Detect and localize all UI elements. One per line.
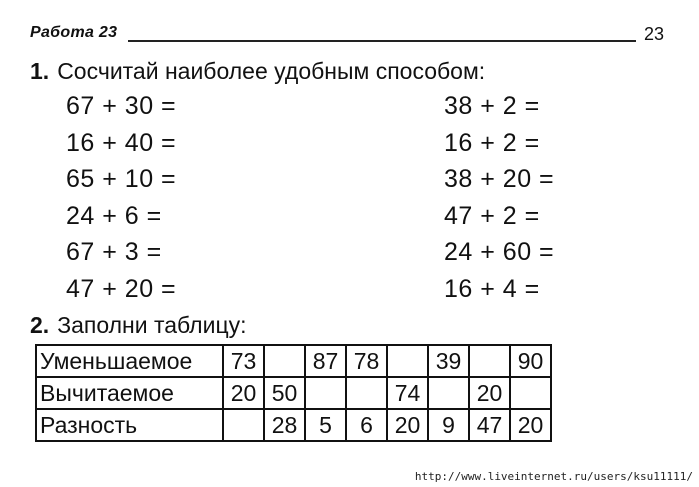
- row-label: Разность: [36, 409, 223, 441]
- task-1-heading: [30, 58, 485, 85]
- expression: 47 + 20 =: [66, 274, 177, 303]
- page-number: 23: [644, 24, 665, 44]
- table-cell: [264, 345, 305, 377]
- table-cell: 20: [469, 377, 510, 409]
- table-cell: [469, 345, 510, 377]
- table-cell: [305, 377, 346, 409]
- table-cell: 28: [264, 409, 305, 441]
- expression: 24 + 6 =: [66, 201, 162, 230]
- table-cell: 6: [346, 409, 387, 441]
- row-label: Уменьшаемое: [36, 345, 223, 377]
- table-cell: 87: [305, 345, 346, 377]
- task-2-text: Заполни таблицу:: [57, 312, 247, 338]
- header-underline: [128, 40, 636, 42]
- expression: 65 + 10 =: [66, 165, 177, 193]
- table-cell: 47: [469, 409, 510, 441]
- expressions-left-column: [66, 88, 176, 307]
- table-cell: 73: [223, 345, 264, 377]
- expression: 16 + 2 =: [444, 128, 540, 157]
- expression: 16 + 4 =: [444, 274, 540, 303]
- expression: 38 + 2 =: [444, 92, 540, 120]
- expression: 24 + 60 =: [444, 238, 555, 266]
- table-cell: 78: [346, 345, 387, 377]
- table-cell: 74: [387, 377, 428, 409]
- expression: 67 + 3 =: [66, 238, 162, 266]
- table-cell: [346, 377, 387, 409]
- task-1-text: Сосчитай наиболее удобным способом:: [57, 58, 486, 84]
- task-2-number: 2.: [30, 312, 50, 338]
- table-cell: 39: [428, 345, 469, 377]
- expression: 67 + 30 =: [66, 92, 177, 120]
- table-cell: 9: [428, 409, 469, 441]
- table-cell: 5: [305, 409, 346, 441]
- table-cell: [428, 377, 469, 409]
- expression: 47 + 2 =: [444, 201, 540, 230]
- table-cell: 90: [510, 345, 551, 377]
- table-cell: [387, 345, 428, 377]
- task-2-heading: [30, 312, 247, 339]
- task-1-number: 1.: [30, 58, 50, 84]
- table-cell: 20: [387, 409, 428, 441]
- table-cell: [510, 377, 551, 409]
- page-header-title: Работа 23: [30, 24, 118, 41]
- subtraction-table: [35, 344, 552, 442]
- table-cell: 20: [510, 409, 551, 441]
- expression: 38 + 20 =: [444, 165, 555, 193]
- table-row-difference: [36, 409, 551, 441]
- table-row-subtrahend: [36, 377, 551, 409]
- expression: 16 + 40 =: [66, 128, 177, 157]
- row-label: Вычитаемое: [36, 377, 223, 409]
- table-cell: 50: [264, 377, 305, 409]
- watermark-url: http://www.liveinternet.ru/users/ksu11111/: [414, 470, 693, 483]
- table-cell: 20: [223, 377, 264, 409]
- table-row-minuend: [36, 345, 551, 377]
- expressions-right-column: [444, 88, 554, 307]
- table-cell: [223, 409, 264, 441]
